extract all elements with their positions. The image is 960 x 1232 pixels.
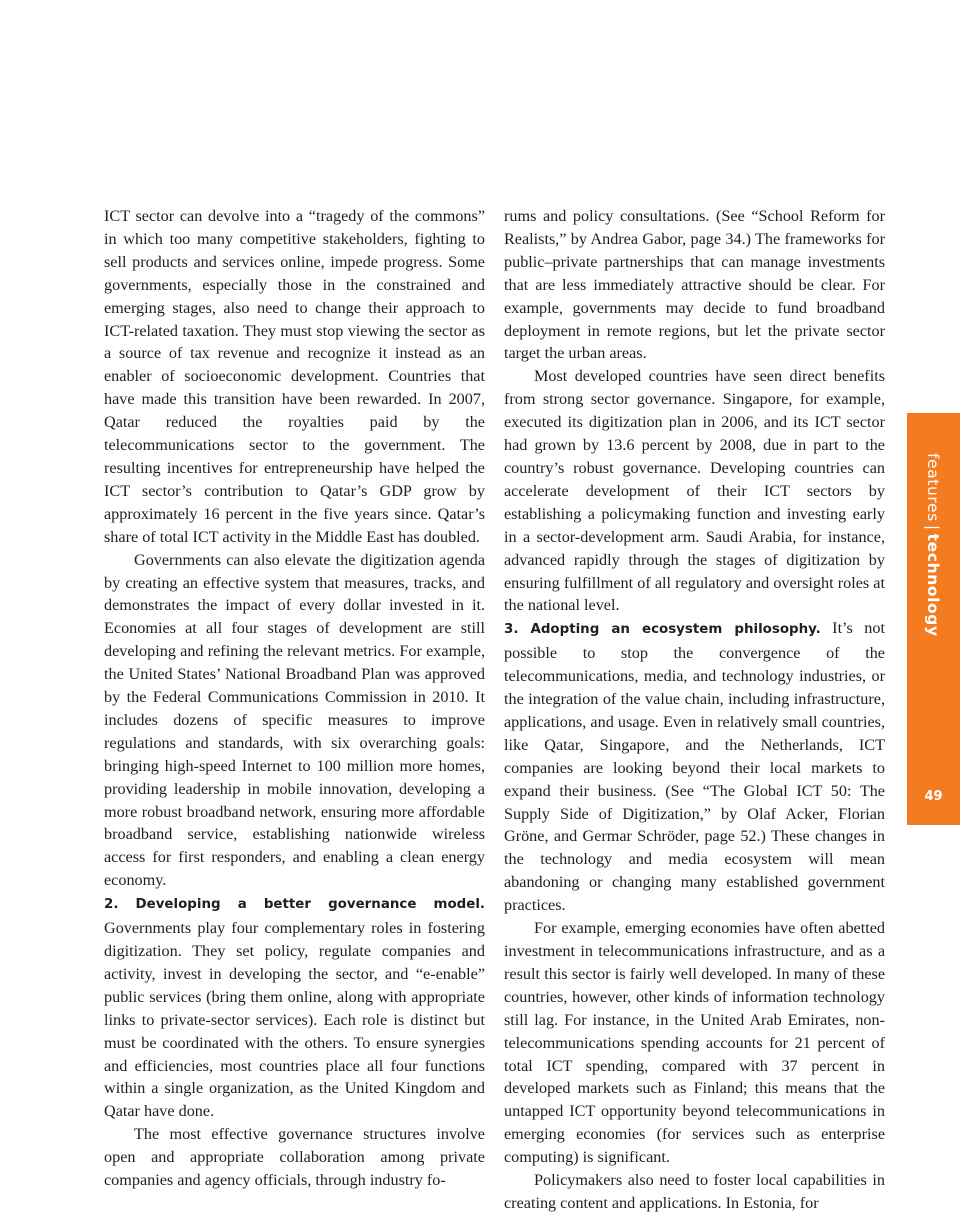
paragraph: Policymakers also need to foster local capabilities in creating content and applications. In Estonia, for (504, 1171, 885, 1212)
paragraph: ICT sector can devolve into a “tragedy of the commons” in which too many competitive stakeholders, fighting to sell products and services online, impede progress. Some governments, especially those in the constrained and emerging stages, also need to change their approach to ICT-related taxation. They must stop viewing the sector as a source of tax revenue and recognize it instead as an enabler of socioeconomic development. Countries that have made this transition have been rewarded. In 2007, Qatar reduced the royalties paid by the telecommunications sector to the government. The resulting incentives for entrepreneurship have helped the ICT sector’s contribution to Qatar’s GDP grow by approximately 16 percent in the five years since. Qatar’s share of total ICT activity in the Middle East has doubled. (104, 207, 485, 546)
right-column (504, 205, 885, 1215)
paragraph: The most effective governance structures involve open and appropriate collaboration among private companies and agency officials, through industry fo- (104, 1125, 485, 1190)
paragraph-body: It’s not possible to stop the convergence of the telecommunications, media, and technology industries, or the integration of the value chain, including infrastructure, applications, and usage. Even in relatively small countries, like Qatar, Singapore, and the Netherlands, ICT companies are looking beyond their local markets to expand their business. (See “The Global ICT 50: The Supply Side of Digitization,” by Olaf Acker, Florian Gröne, and Germar Schröder, page 52.) These changes in the technology and media ecosystem will mean abandoning or changing many established government practices. (504, 619, 885, 915)
section-label (907, 453, 960, 637)
paragraph (104, 892, 485, 1123)
run-in-heading: 2. Developing a better governance model. (104, 897, 485, 913)
section-topic: technology (924, 533, 942, 637)
section-label-text (924, 453, 942, 637)
paragraph: For example, emerging economies have often abetted investment in telecommunications infrastructure, and as a result this sector is fairly well developed. In many of these countries, however, other kinds of information technology still lag. For instance, in the United Arab Emirates, non-telecommunications spending accounts for 21 percent of total ICT spending, compared with 37 percent in developed markets such as Finland; this means that the untapped ICT opportunity beyond telecommunications in emerging economies (for services such as enterprise computing) is significant. (504, 919, 885, 1167)
paragraph: Governments can also elevate the digitization agenda by creating an effective system that measures, tracks, and demonstrates the impact of every dollar invested in it. Economies at all four stages of development are still developing and refining the relevant metrics. For example, the United States’ National Broadband Plan was approved by the Federal Communications Commission in 2010. It includes dozens of specific measures to improve regulations and standards, with six overarching goals: bringing high-speed Internet to 100 million more homes, providing leadership in mobile innovation, developing a more robust broadband network, ensuring more affordable broadband service, establishing nationwide wireless access for first responders, and enabling a clean energy economy. (104, 550, 485, 890)
paragraph (504, 617, 885, 917)
left-column (104, 205, 485, 1192)
section-separator: | (924, 524, 942, 531)
page-number: 49 (924, 789, 943, 804)
paragraph-body: Governments play four complementary roles in fostering digitization. They set policy, regulate companies and activity, invest in developing the sector, and “e-enable” public services (bring them online, along with appropriate links to private-sector services). Each role is distinct but must be coordinated with the others. To ensure synergies and efficiencies, most countries place all four functions within a single organization, as the United Kingdom and Qatar have done. (104, 919, 485, 1121)
section-tab (907, 413, 960, 825)
paragraph: rums and policy consultations. (See “School Reform for Realists,” by Andrea Gabor, page 34.) The frameworks for public–private partnerships that can manage investments that are less immediately attractive should be clear. For example, governments may decide to fund broadband deployment in remote regions, but let the private sector target the urban areas. (504, 207, 885, 363)
paragraph: Most developed countries have seen direct benefits from strong sector governance. Singapore, for example, executed its digitization plan in 2006, and its ICT sector had grown by 13.6 percent by 2008, due in part to the country’s robust governance. Developing countries can accelerate development of their ICT sectors by establishing a policymaking function and investing early in a sector-development arm. Saudi Arabia, for instance, advanced rapidly through the stages of digitization by ensuring fulfillment of all regulatory and oversight roles at the national level. (504, 367, 885, 615)
run-in-heading: 3. Adopting an ecosystem philosophy. (504, 622, 821, 638)
section-name: features (924, 453, 942, 522)
